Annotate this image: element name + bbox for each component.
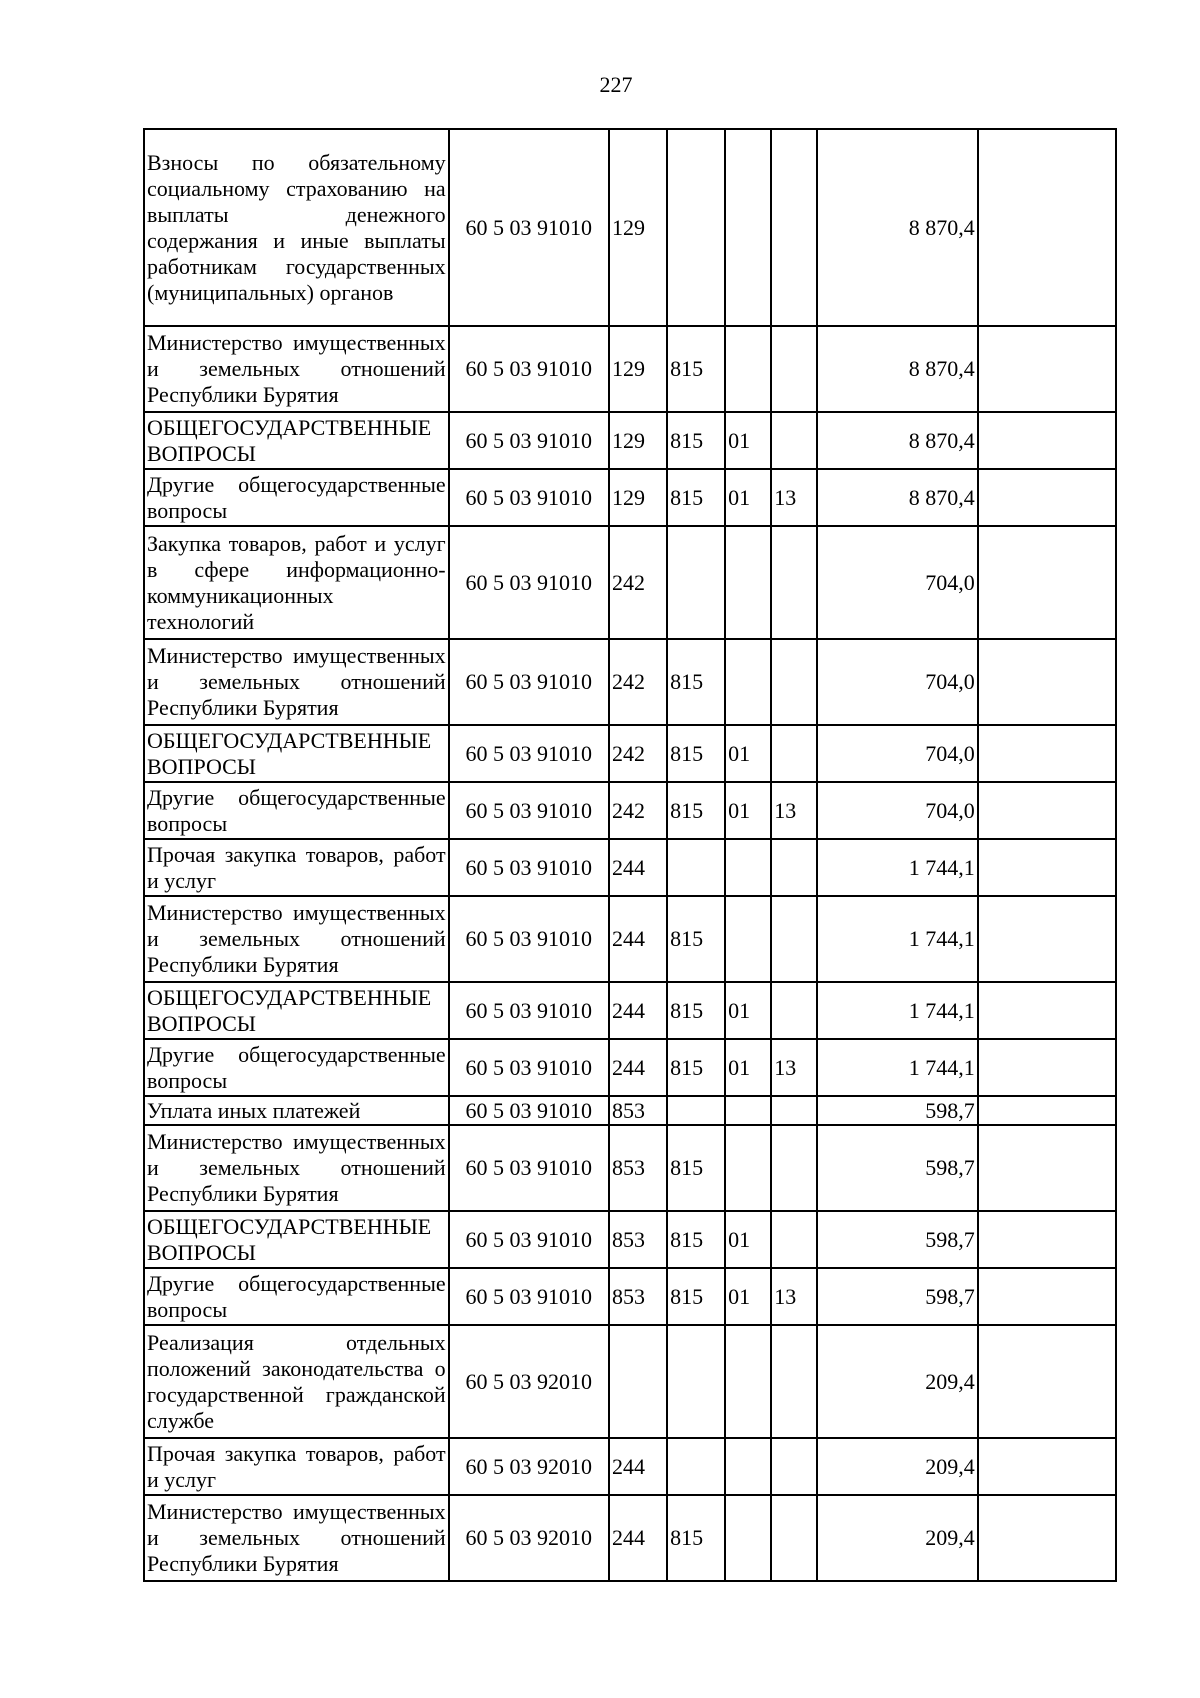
cell-ministry-code: 815: [667, 982, 725, 1039]
cell-subsection: [771, 1325, 817, 1438]
cell-amount: 1 744,1: [817, 1039, 977, 1096]
table-body: [144, 129, 1116, 1581]
cell-name: Взносы по обязательному социальному страхованию на выплаты денежного содержания и иные выплаты работникам государственных (муниципальных) органов: [144, 129, 449, 326]
table-row: [144, 1268, 1116, 1325]
cell-name: ОБЩЕГОСУДАРСТВЕННЫЕ ВОПРОСЫ: [144, 1211, 449, 1268]
cell-ministry-code: [667, 129, 725, 326]
cell-amount: 704,0: [817, 782, 977, 839]
cell-subsection: [771, 412, 817, 469]
cell-section: [725, 1325, 771, 1438]
cell-section: 01: [725, 469, 771, 526]
cell-name: Министерство имущественных и земельных отношений Республики Бурятия: [144, 1125, 449, 1211]
cell-blank: [978, 326, 1116, 412]
cell-blank: [978, 1268, 1116, 1325]
table-row: [144, 469, 1116, 526]
cell-target-article: 60 5 03 91010: [449, 1211, 609, 1268]
cell-blank: [978, 412, 1116, 469]
cell-target-article: 60 5 03 91010: [449, 725, 609, 782]
cell-ministry-code: 815: [667, 469, 725, 526]
cell-amount: 209,4: [817, 1495, 977, 1581]
cell-expense-type: 853: [609, 1211, 667, 1268]
cell-amount: 1 744,1: [817, 839, 977, 896]
cell-name: Уплата иных платежей: [144, 1096, 449, 1125]
cell-ministry-code: 815: [667, 725, 725, 782]
cell-subsection: [771, 1438, 817, 1495]
cell-target-article: 60 5 03 92010: [449, 1325, 609, 1438]
cell-name: Министерство имущественных и земельных отношений Республики Бурятия: [144, 639, 449, 725]
cell-subsection: [771, 1495, 817, 1581]
cell-section: 01: [725, 1211, 771, 1268]
cell-target-article: 60 5 03 91010: [449, 129, 609, 326]
cell-name: ОБЩЕГОСУДАРСТВЕННЫЕ ВОПРОСЫ: [144, 982, 449, 1039]
table-row: [144, 839, 1116, 896]
cell-section: [725, 526, 771, 639]
cell-name: ОБЩЕГОСУДАРСТВЕННЫЕ ВОПРОСЫ: [144, 412, 449, 469]
cell-amount: 598,7: [817, 1125, 977, 1211]
cell-subsection: [771, 129, 817, 326]
cell-blank: [978, 1211, 1116, 1268]
cell-section: 01: [725, 412, 771, 469]
cell-blank: [978, 839, 1116, 896]
cell-section: 01: [725, 1039, 771, 1096]
cell-blank: [978, 469, 1116, 526]
cell-ministry-code: 815: [667, 1039, 725, 1096]
table-row: [144, 412, 1116, 469]
cell-target-article: 60 5 03 91010: [449, 1125, 609, 1211]
cell-amount: 8 870,4: [817, 469, 977, 526]
cell-section: [725, 639, 771, 725]
table-row: [144, 725, 1116, 782]
table-row: [144, 1495, 1116, 1581]
budget-table: [143, 128, 1117, 1582]
cell-blank: [978, 782, 1116, 839]
cell-section: 01: [725, 1268, 771, 1325]
cell-amount: 1 744,1: [817, 982, 977, 1039]
cell-amount: 209,4: [817, 1325, 977, 1438]
cell-expense-type: 853: [609, 1268, 667, 1325]
cell-name: ОБЩЕГОСУДАРСТВЕННЫЕ ВОПРОСЫ: [144, 725, 449, 782]
table-row: [144, 1211, 1116, 1268]
cell-expense-type: 244: [609, 1495, 667, 1581]
cell-expense-type: 242: [609, 782, 667, 839]
cell-target-article: 60 5 03 91010: [449, 1096, 609, 1125]
cell-ministry-code: 815: [667, 639, 725, 725]
cell-expense-type: [609, 1325, 667, 1438]
cell-target-article: 60 5 03 91010: [449, 782, 609, 839]
table-row: [144, 896, 1116, 982]
cell-name: Прочая закупка товаров, работ и услуг: [144, 839, 449, 896]
cell-name: Министерство имущественных и земельных отношений Республики Бурятия: [144, 326, 449, 412]
cell-section: 01: [725, 782, 771, 839]
cell-blank: [978, 1438, 1116, 1495]
cell-blank: [978, 1125, 1116, 1211]
cell-expense-type: 853: [609, 1125, 667, 1211]
cell-amount: 598,7: [817, 1211, 977, 1268]
cell-subsection: 13: [771, 782, 817, 839]
cell-name: Прочая закупка товаров, работ и услуг: [144, 1438, 449, 1495]
cell-ministry-code: [667, 1096, 725, 1125]
cell-target-article: 60 5 03 91010: [449, 469, 609, 526]
cell-ministry-code: 815: [667, 326, 725, 412]
cell-name: Другие общегосударственные вопросы: [144, 1039, 449, 1096]
cell-amount: 598,7: [817, 1096, 977, 1125]
cell-subsection: [771, 982, 817, 1039]
table-row: [144, 1096, 1116, 1125]
cell-blank: [978, 639, 1116, 725]
cell-target-article: 60 5 03 91010: [449, 326, 609, 412]
cell-subsection: [771, 326, 817, 412]
cell-expense-type: 242: [609, 526, 667, 639]
cell-subsection: [771, 1211, 817, 1268]
cell-section: 01: [725, 982, 771, 1039]
cell-section: [725, 129, 771, 326]
cell-expense-type: 242: [609, 639, 667, 725]
cell-amount: 704,0: [817, 639, 977, 725]
table-row: [144, 1325, 1116, 1438]
cell-ministry-code: 815: [667, 782, 725, 839]
cell-section: [725, 1438, 771, 1495]
cell-subsection: [771, 725, 817, 782]
cell-ministry-code: [667, 1325, 725, 1438]
cell-subsection: [771, 1125, 817, 1211]
cell-section: [725, 326, 771, 412]
cell-section: [725, 1096, 771, 1125]
cell-blank: [978, 1325, 1116, 1438]
cell-expense-type: 129: [609, 469, 667, 526]
cell-subsection: 13: [771, 1039, 817, 1096]
cell-expense-type: 244: [609, 982, 667, 1039]
cell-ministry-code: 815: [667, 1495, 725, 1581]
table-row: [144, 639, 1116, 725]
cell-blank: [978, 896, 1116, 982]
cell-target-article: 60 5 03 91010: [449, 639, 609, 725]
cell-blank: [978, 1495, 1116, 1581]
cell-name: Министерство имущественных и земельных отношений Республики Бурятия: [144, 1495, 449, 1581]
cell-ministry-code: [667, 1438, 725, 1495]
cell-target-article: 60 5 03 91010: [449, 1039, 609, 1096]
cell-amount: 209,4: [817, 1438, 977, 1495]
table-row: [144, 526, 1116, 639]
cell-blank: [978, 1039, 1116, 1096]
cell-expense-type: 244: [609, 1438, 667, 1495]
cell-section: [725, 1125, 771, 1211]
cell-blank: [978, 129, 1116, 326]
cell-section: 01: [725, 725, 771, 782]
cell-blank: [978, 982, 1116, 1039]
cell-expense-type: 129: [609, 412, 667, 469]
table-row: [144, 129, 1116, 326]
cell-name: Закупка товаров, работ и услуг в сфере информационно-коммуникационных технологий: [144, 526, 449, 639]
cell-expense-type: 129: [609, 129, 667, 326]
cell-amount: 598,7: [817, 1268, 977, 1325]
cell-name: Другие общегосударственные вопросы: [144, 1268, 449, 1325]
cell-expense-type: 129: [609, 326, 667, 412]
table-row: [144, 1125, 1116, 1211]
table-row: [144, 1039, 1116, 1096]
cell-subsection: [771, 1096, 817, 1125]
cell-ministry-code: 815: [667, 1125, 725, 1211]
cell-expense-type: 244: [609, 1039, 667, 1096]
cell-ministry-code: 815: [667, 896, 725, 982]
page-number: 227: [599, 72, 633, 97]
cell-target-article: 60 5 03 92010: [449, 1438, 609, 1495]
cell-subsection: [771, 896, 817, 982]
cell-section: [725, 896, 771, 982]
cell-blank: [978, 1096, 1116, 1125]
cell-ministry-code: 815: [667, 412, 725, 469]
cell-subsection: 13: [771, 469, 817, 526]
cell-expense-type: 244: [609, 839, 667, 896]
cell-target-article: 60 5 03 91010: [449, 839, 609, 896]
cell-expense-type: 853: [609, 1096, 667, 1125]
cell-amount: 704,0: [817, 725, 977, 782]
cell-expense-type: 244: [609, 896, 667, 982]
cell-target-article: 60 5 03 91010: [449, 896, 609, 982]
cell-section: [725, 839, 771, 896]
cell-amount: 8 870,4: [817, 326, 977, 412]
cell-target-article: 60 5 03 91010: [449, 412, 609, 469]
cell-subsection: [771, 839, 817, 896]
cell-ministry-code: 815: [667, 1211, 725, 1268]
cell-amount: 704,0: [817, 526, 977, 639]
cell-amount: 8 870,4: [817, 129, 977, 326]
table-row: [144, 782, 1116, 839]
cell-subsection: [771, 639, 817, 725]
cell-target-article: 60 5 03 91010: [449, 982, 609, 1039]
cell-section: [725, 1495, 771, 1581]
table-row: [144, 1438, 1116, 1495]
cell-name: Другие общегосударственные вопросы: [144, 469, 449, 526]
table-row: [144, 326, 1116, 412]
cell-name: Министерство имущественных и земельных отношений Республики Бурятия: [144, 896, 449, 982]
cell-blank: [978, 526, 1116, 639]
cell-blank: [978, 725, 1116, 782]
cell-target-article: 60 5 03 91010: [449, 526, 609, 639]
cell-subsection: 13: [771, 1268, 817, 1325]
cell-ministry-code: [667, 839, 725, 896]
cell-target-article: 60 5 03 91010: [449, 1268, 609, 1325]
cell-amount: 1 744,1: [817, 896, 977, 982]
cell-ministry-code: 815: [667, 1268, 725, 1325]
cell-expense-type: 242: [609, 725, 667, 782]
cell-ministry-code: [667, 526, 725, 639]
cell-name: Реализация отдельных положений законодательства о государственной гражданской службе: [144, 1325, 449, 1438]
cell-name: Другие общегосударственные вопросы: [144, 782, 449, 839]
cell-amount: 8 870,4: [817, 412, 977, 469]
cell-target-article: 60 5 03 92010: [449, 1495, 609, 1581]
table-row: [144, 982, 1116, 1039]
cell-subsection: [771, 526, 817, 639]
